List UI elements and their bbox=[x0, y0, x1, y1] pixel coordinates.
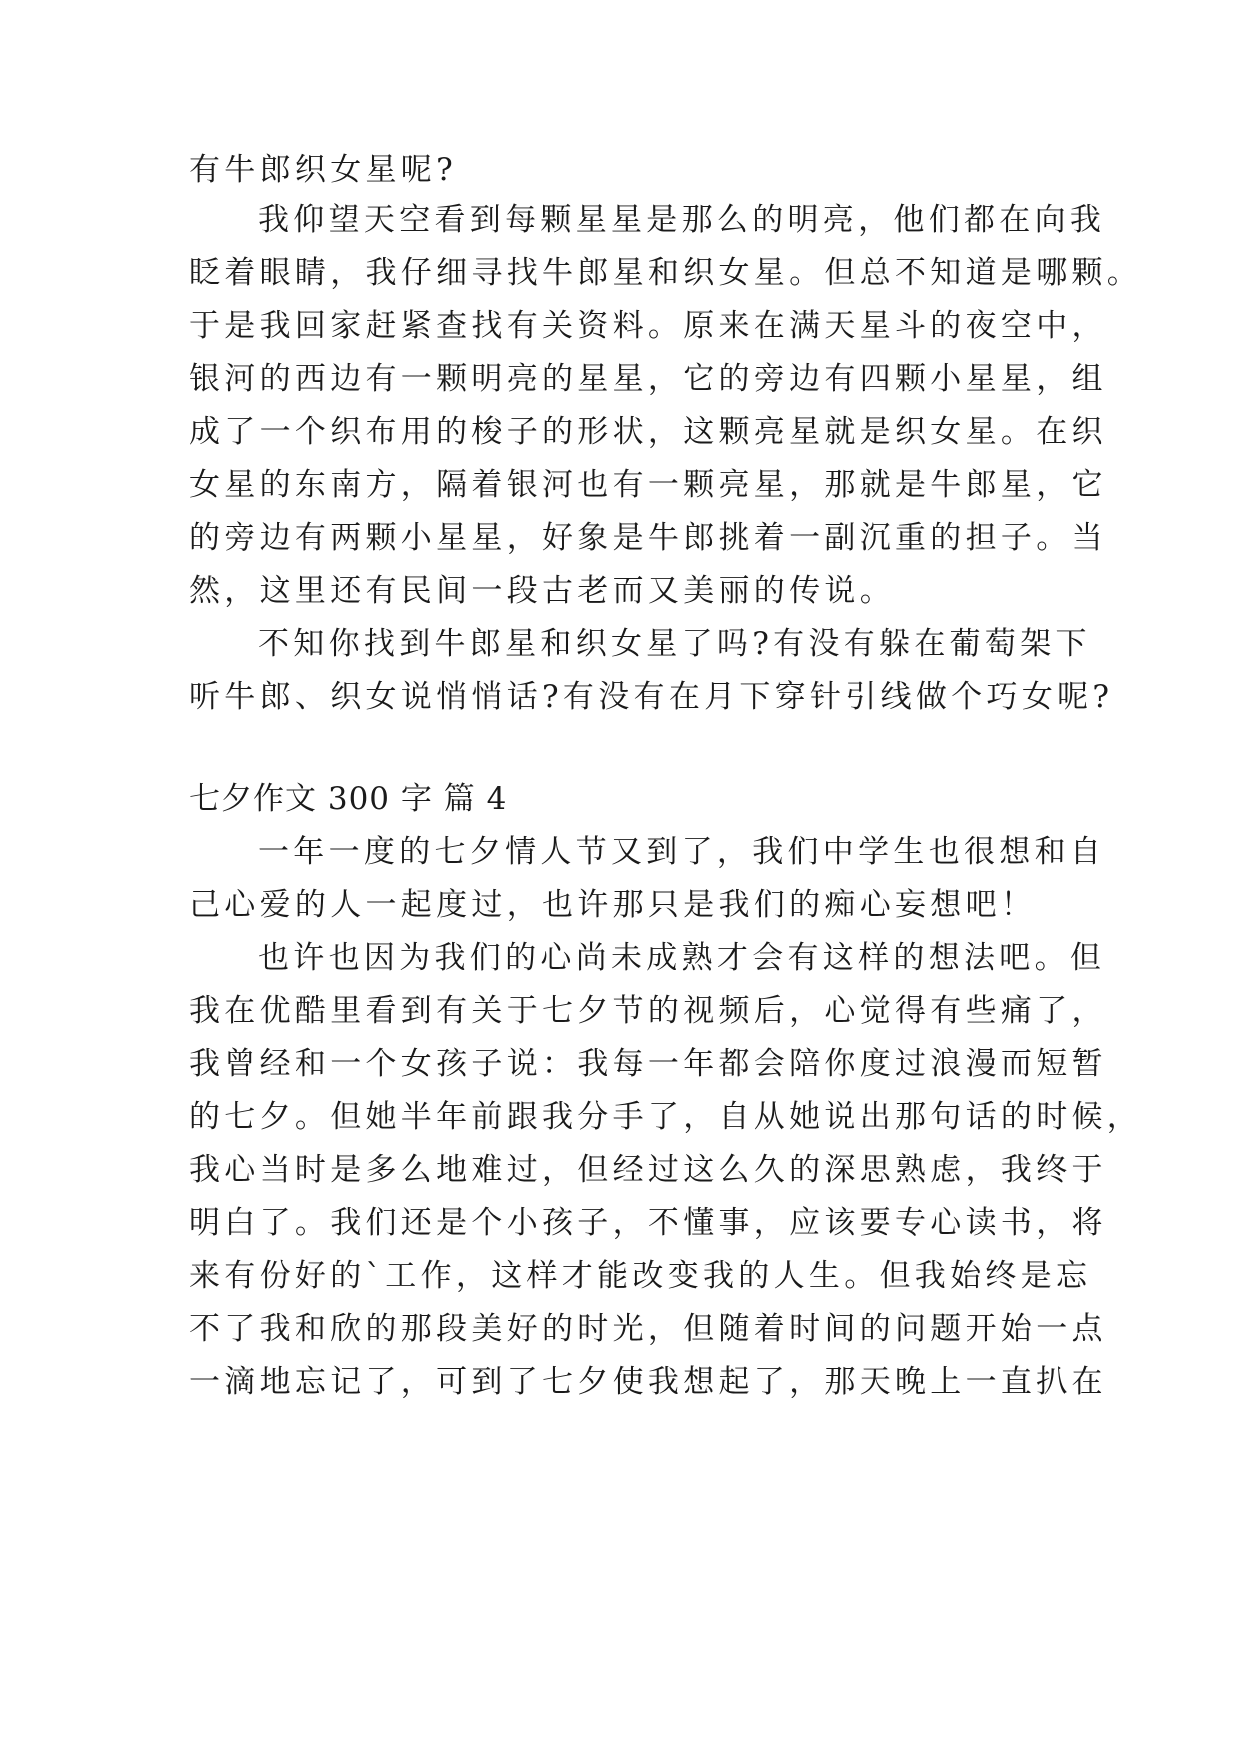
paragraph-start: 也许也因为我们的心尚未成熟才会有这样的想法吧。但 bbox=[258, 940, 1106, 976]
text-line: 听牛郎、织女说悄悄话?有没有在月下穿针引线做个巧女呢? bbox=[189, 679, 1114, 715]
text-line: 的七夕。但她半年前跟我分手了，自从她说出那句话的时候， bbox=[189, 1099, 1143, 1135]
text-line: 于是我回家赶紧查找有关资料。原来在满天星斗的夜空中， bbox=[189, 308, 1107, 344]
text-line: 我心当时是多么地难过，但经过这么久的深思熟虑，我终于 bbox=[189, 1152, 1107, 1188]
text-line: 明白了。我们还是个小孩子，不懂事，应该要专心读书，将 bbox=[189, 1205, 1107, 1241]
text-line: 来有份好的`工作，这样才能改变我的人生。但我始终是忘 bbox=[189, 1258, 1092, 1294]
text-line: 银河的西边有一颗明亮的星星，它的旁边有四颗小星星，组 bbox=[189, 361, 1107, 397]
text-line: 的旁边有两颗小星星，好象是牛郎挑着一副沉重的担子。当 bbox=[189, 520, 1107, 556]
text-line: 然，这里还有民间一段古老而又美丽的传说。 bbox=[189, 573, 895, 609]
text-line: 我在优酷里看到有关于七夕节的视频后，心觉得有些痛了， bbox=[189, 993, 1107, 1029]
section-heading: 七夕作文 300 字 篇 4 bbox=[189, 781, 508, 817]
text-line: 不了我和欣的那段美好的时光，但随着时间的问题开始一点 bbox=[189, 1311, 1107, 1347]
paragraph-start: 我仰望天空看到每颗星星是那么的明亮，他们都在向我 bbox=[258, 202, 1106, 238]
text-line: 我曾经和一个女孩子说：我每一年都会陪你度过浪漫而短暂 bbox=[189, 1046, 1107, 1082]
paragraph-start: 不知你找到牛郎星和织女星了吗?有没有躲在葡萄架下 bbox=[258, 626, 1091, 662]
paragraph-start: 一年一度的七夕情人节又到了，我们中学生也很想和自 bbox=[258, 834, 1106, 870]
text-line: 成了一个织布用的梭子的形状，这颗亮星就是织女星。在织 bbox=[189, 414, 1107, 450]
text-line: 女星的东南方，隔着银河也有一颗亮星，那就是牛郎星，它 bbox=[189, 467, 1107, 503]
text-line: 有牛郎织女星呢? bbox=[189, 152, 458, 188]
text-line: 己心爱的人一起度过，也许那只是我们的痴心妄想吧！ bbox=[189, 887, 1037, 923]
text-line: 眨着眼睛，我仔细寻找牛郎星和织女星。但总不知道是哪颗。 bbox=[189, 255, 1143, 291]
text-line: 一滴地忘记了，可到了七夕使我想起了，那天晚上一直扒在 bbox=[189, 1364, 1107, 1400]
